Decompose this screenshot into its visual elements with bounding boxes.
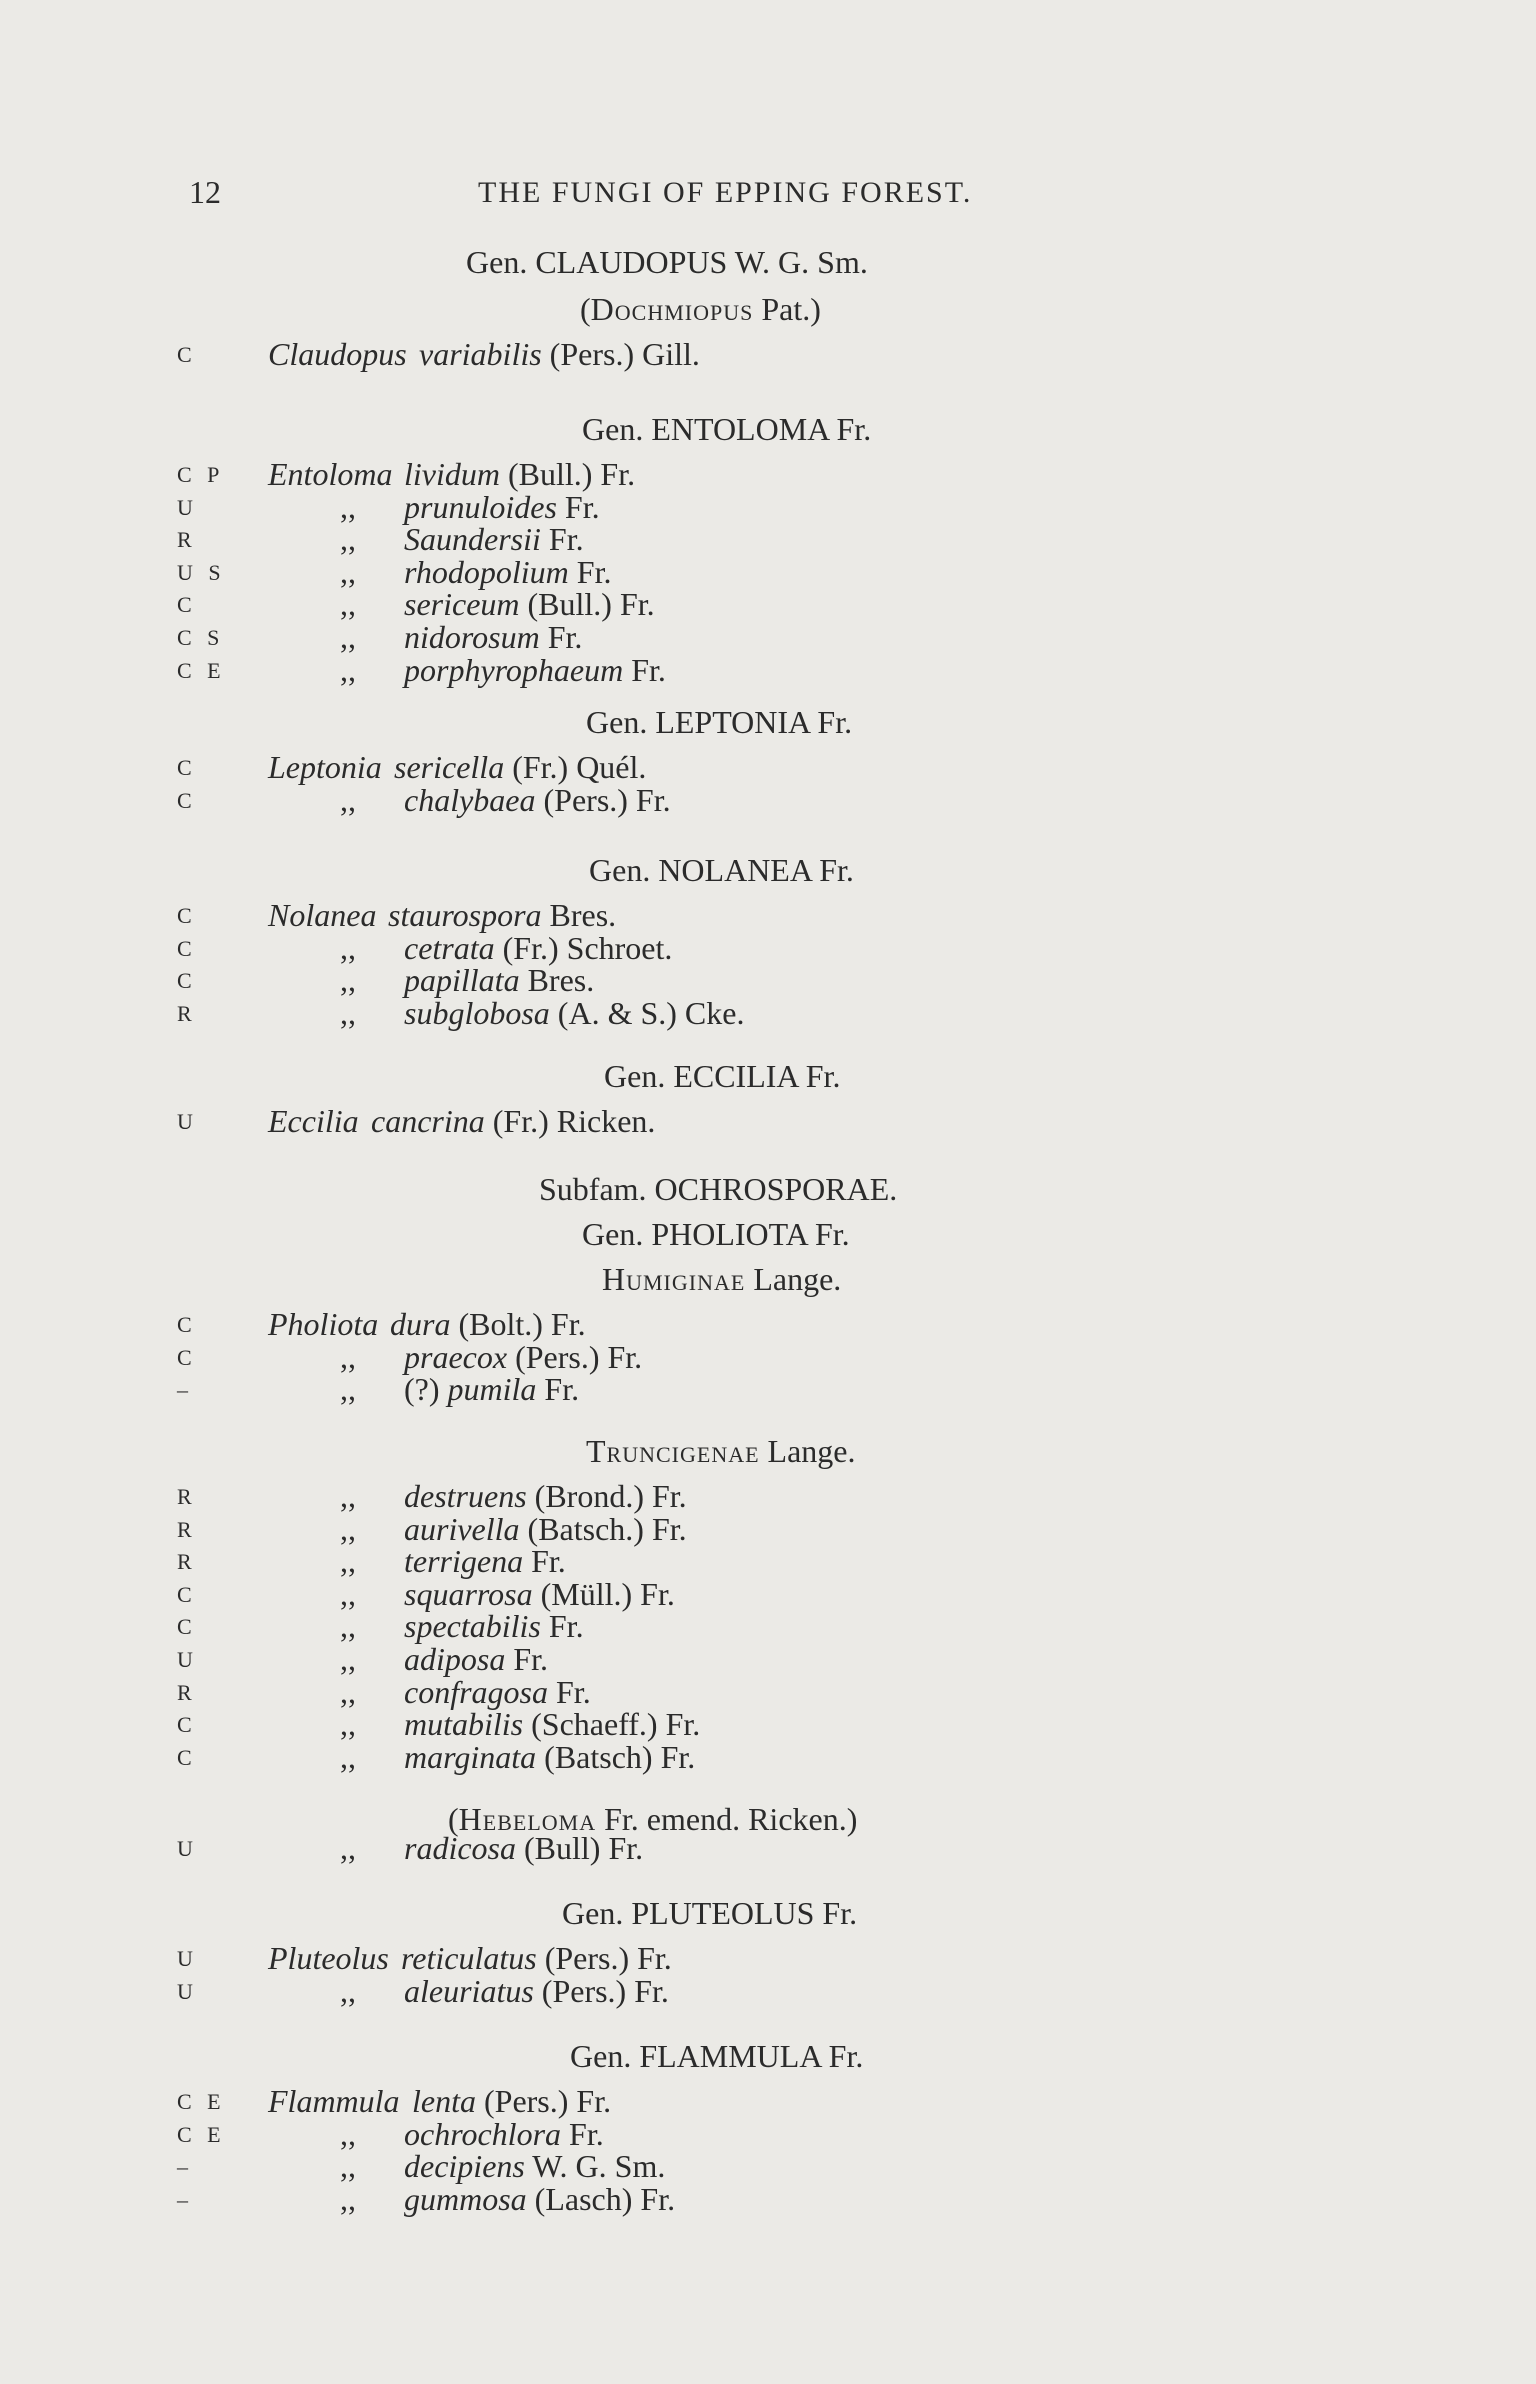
species-authority: (Pers.) Fr. (535, 781, 671, 818)
species-name: rhodopolium (404, 553, 569, 590)
species-entry (0, 1103, 1536, 1137)
abundance-code: C (177, 968, 197, 994)
species-epithet (404, 586, 655, 623)
species-authority: Fr. (548, 1673, 591, 1710)
ditto-mark: ,, (340, 1706, 356, 1743)
species-epithet (404, 1674, 591, 1711)
synonym-dochmiopus (580, 291, 821, 328)
species-entry (0, 1608, 1536, 1645)
species-epithet (401, 1940, 672, 1977)
species-authority: (Müll.) Fr. (532, 1575, 675, 1612)
species-epithet (404, 652, 666, 689)
abundance-code: C (177, 755, 197, 780)
species-epithet (404, 554, 611, 591)
species-epithet (404, 1339, 642, 1376)
species-epithet (404, 1608, 584, 1645)
abundance-code: C E (177, 2089, 226, 2114)
species-epithet (404, 2148, 665, 2185)
species-epithet (388, 897, 616, 934)
species-name: radicosa (404, 1830, 516, 1866)
species-name: reticulatus (401, 1940, 537, 1976)
species-authority: Fr. (568, 553, 612, 590)
genus-name: Pluteolus (268, 1940, 389, 1976)
species-authority: (Bull.) Fr. (519, 586, 655, 623)
abundance-code: – (177, 1377, 193, 1403)
genus-heading-leptonia: Gen. LEPTONIA Fr. (586, 704, 853, 740)
species-name: staurospora (388, 897, 542, 933)
species-name: dura (390, 1306, 451, 1342)
species-authority: (Pers.) Fr. (536, 1940, 672, 1976)
species-name: pumila (447, 1371, 537, 1408)
abundance-code: C (177, 935, 197, 961)
page-number: 12 (189, 174, 221, 210)
species-name: cancrina (371, 1103, 485, 1139)
ditto-mark: ,, (340, 1830, 356, 1866)
species-authority: Fr. (536, 1371, 580, 1408)
species-entry (0, 1641, 1536, 1675)
species-entry (0, 1674, 1536, 1708)
species-authority: (Schaeff.) Fr. (523, 1706, 701, 1743)
species-epithet (404, 489, 600, 526)
species-epithet (404, 1543, 566, 1580)
species-entry (0, 1706, 1536, 1743)
species-authority: (Fr.) Quél. (504, 749, 647, 785)
species-name: sericella (394, 749, 505, 785)
species-name: papillata (404, 962, 520, 999)
species-authority: Bres. (541, 897, 617, 933)
species-name: subglobosa (404, 994, 550, 1031)
species-epithet (404, 1576, 675, 1613)
species-epithet (404, 995, 744, 1032)
abundance-code: C (177, 787, 197, 813)
abundance-code: – (177, 2154, 193, 2180)
species-name: porphyrophaeum (404, 651, 624, 688)
ditto-mark: ,, (340, 994, 356, 1031)
species-name: aleuriatus (404, 1972, 534, 2009)
species-entry (0, 521, 1536, 558)
running-title: THE FUNGI OF EPPING FOREST. (478, 176, 973, 209)
species-authority: (Pers.) Gill. (541, 336, 700, 372)
species-entry (0, 2148, 1536, 2185)
ditto-mark: ,, (340, 651, 356, 688)
genus-name: Entoloma (268, 456, 393, 492)
species-authority: Bres. (519, 962, 595, 999)
species-name: variabilis (419, 336, 542, 372)
abundance-code: C (177, 1312, 197, 1337)
abundance-code: R (177, 1000, 197, 1026)
species-name: sericeum (404, 586, 520, 623)
species-entry (0, 1940, 1536, 1974)
genus-heading-entoloma: Gen. ENTOLOMA Fr. (582, 411, 872, 447)
species-authority: Fr. (523, 1543, 566, 1580)
species-entry (0, 2116, 1536, 2150)
abundance-code: U (177, 1109, 198, 1134)
species-name: spectabilis (404, 1608, 541, 1645)
species-name: adiposa (404, 1641, 506, 1677)
species-epithet (404, 1830, 643, 1867)
abundance-code: C (177, 592, 197, 618)
ditto-mark: ,, (340, 1510, 356, 1547)
ditto-mark: ,, (340, 1641, 356, 1677)
section-author: Lange. (745, 1261, 842, 1297)
species-authority: W. G. Sm. (524, 2148, 666, 2185)
abundance-code: C (177, 1581, 197, 1607)
species-entry (0, 897, 1536, 931)
abundance-code: U (177, 494, 198, 520)
abundance-code: R (177, 1549, 197, 1575)
species-name: destruens (404, 1478, 527, 1514)
ditto-mark: ,, (340, 1972, 356, 2009)
species-entry (0, 1543, 1536, 1580)
species-entry (0, 456, 1536, 490)
species-authority: (Batsch) Fr. (536, 1738, 696, 1775)
abundance-code: U (177, 1836, 198, 1861)
abundance-code: C (177, 1344, 197, 1370)
section-heading-humiginae (602, 1261, 841, 1298)
abundance-code: C (177, 903, 197, 928)
species-entry (0, 1511, 1536, 1545)
species-authority: Fr. (539, 619, 583, 655)
species-name: lividum (404, 456, 500, 492)
ditto-mark: ,, (340, 962, 356, 999)
genus-name: Nolanea (268, 897, 377, 933)
species-authority: (Lasch) Fr. (526, 2180, 676, 2217)
species-entry (0, 652, 1536, 686)
ditto-mark: ,, (340, 781, 356, 818)
synonym-author: Pat.) (753, 291, 821, 327)
species-entry (0, 962, 1536, 999)
species-name: Saundersii (404, 521, 541, 558)
species-authority: Fr. (561, 2115, 604, 2152)
species-entry (0, 2083, 1536, 2117)
genus-name: Claudopus (268, 336, 407, 372)
species-epithet (404, 1371, 579, 1408)
species-epithet (419, 336, 700, 373)
species-entry (0, 1973, 1536, 2007)
species-epithet (404, 962, 594, 999)
synonym-name: Dochmiopus (590, 291, 754, 327)
species-entry (0, 586, 1536, 623)
uncertain-prefix: (?) (404, 1371, 448, 1408)
species-entry (0, 336, 1536, 370)
species-authority: (Fr.) Schroet. (494, 929, 673, 966)
abundance-code: C (177, 1614, 197, 1640)
ditto-mark: ,, (340, 1738, 356, 1775)
ditto-mark: ,, (340, 2180, 356, 2217)
ditto-mark: ,, (340, 488, 356, 525)
species-name: terrigena (404, 1543, 524, 1580)
ditto-mark: ,, (340, 1608, 356, 1645)
species-name: mutabilis (404, 1706, 524, 1743)
species-name: ochrochlora (404, 2115, 562, 2152)
section-name: Humiginae (602, 1261, 746, 1297)
genus-heading-pholiota: Gen. PHOLIOTA Fr. (582, 1216, 850, 1252)
ditto-mark: ,, (340, 2148, 356, 2185)
species-epithet (404, 1478, 687, 1515)
section-open: ( (448, 1801, 459, 1837)
abundance-code: C (177, 1744, 197, 1770)
species-epithet (394, 749, 646, 786)
species-authority: Fr. (505, 1641, 549, 1677)
species-authority: (Brond.) Fr. (526, 1478, 687, 1514)
species-name: gummosa (404, 2180, 527, 2217)
species-entry (0, 489, 1536, 523)
abundance-code: R (177, 1484, 197, 1509)
species-epithet (404, 619, 582, 656)
abundance-code: U (177, 1647, 198, 1672)
species-entry (0, 1371, 1536, 1408)
subfamily-heading-ochrosporae: Subfam. OCHROSPORAE. (539, 1171, 898, 1207)
abundance-code: U S (177, 559, 226, 585)
abundance-code: – (177, 2186, 193, 2212)
section-heading-truncigenae (586, 1433, 856, 1470)
ditto-mark: ,, (340, 553, 356, 590)
species-authority: Fr. (540, 521, 584, 558)
ditto-mark: ,, (340, 1371, 356, 1408)
species-authority: (A. & S.) Cke. (549, 994, 745, 1031)
species-name: nidorosum (404, 619, 540, 655)
species-authority: (Pers.) Fr. (507, 1338, 643, 1375)
ditto-mark: ,, (340, 586, 356, 623)
genus-heading-pluteolus: Gen. PLUTEOLUS Fr. (562, 1895, 858, 1931)
ditto-mark: ,, (340, 1673, 356, 1710)
species-epithet (404, 1706, 700, 1743)
genus-name: Flammula (268, 2083, 400, 2119)
species-name: cetrata (404, 929, 495, 966)
abundance-code: C P (177, 462, 225, 487)
species-epithet (404, 782, 671, 819)
abundance-code: R (177, 527, 197, 553)
abundance-code: R (177, 1516, 197, 1542)
species-epithet (404, 456, 635, 493)
species-entry (0, 1478, 1536, 1512)
genus-heading-claudopus: Gen. CLAUDOPUS W. G. Sm. (466, 244, 868, 280)
species-entry (0, 554, 1536, 588)
ditto-mark: ,, (340, 619, 356, 655)
ditto-mark: ,, (340, 1478, 356, 1514)
species-name: confragosa (404, 1673, 548, 1710)
genus-name: Pholiota (268, 1306, 379, 1342)
species-authority: (Fr.) Ricken. (484, 1103, 656, 1139)
species-epithet (404, 930, 672, 967)
abundance-code: U (177, 1978, 198, 2004)
species-epithet (404, 521, 584, 558)
section-author: Lange. (759, 1433, 856, 1469)
genus-heading-nolanea: Gen. NOLANEA Fr. (589, 852, 854, 888)
species-name: prunuloides (404, 488, 557, 525)
species-authority: (Bull.) Fr. (499, 456, 636, 492)
ditto-mark: ,, (340, 1338, 356, 1375)
abundance-code: C E (177, 657, 226, 683)
ditto-mark: ,, (340, 521, 356, 558)
species-epithet (371, 1103, 655, 1140)
abundance-code: U (177, 1946, 198, 1971)
species-entry (0, 930, 1536, 964)
species-authority: (Pers.) Fr. (533, 1972, 669, 2009)
species-epithet (404, 1511, 687, 1548)
species-name: decipiens (404, 2148, 525, 2185)
species-epithet (412, 2083, 611, 2120)
species-epithet (404, 1973, 669, 2010)
genus-name: Eccilia (268, 1103, 359, 1139)
ditto-mark: ,, (340, 929, 356, 966)
species-epithet (404, 2116, 604, 2153)
species-name: lenta (412, 2083, 476, 2119)
species-entry (0, 782, 1536, 816)
species-epithet (390, 1306, 586, 1343)
species-authority: (Pers.) Fr. (475, 2083, 612, 2119)
species-entry (0, 2181, 1536, 2215)
genus-heading-flammula: Gen. FLAMMULA Fr. (570, 2038, 864, 2074)
species-name: chalybaea (404, 781, 536, 818)
species-entry (0, 1576, 1536, 1610)
species-authority: (Batsch.) Fr. (519, 1510, 687, 1547)
ditto-mark: ,, (340, 1575, 356, 1612)
species-name: marginata (404, 1738, 537, 1775)
species-entry (0, 1739, 1536, 1773)
species-entry (0, 1306, 1536, 1340)
species-entry (0, 995, 1536, 1029)
species-entry (0, 619, 1536, 653)
section-author: Fr. emend. Ricken.) (596, 1801, 858, 1837)
abundance-code: C (177, 342, 197, 367)
abundance-code: C S (177, 625, 225, 650)
species-epithet (404, 1739, 695, 1776)
abundance-code: R (177, 1679, 197, 1705)
section-name: Truncigenae (586, 1433, 760, 1469)
synonym-open: ( (580, 291, 591, 327)
species-authority: Fr. (623, 651, 666, 688)
genus-heading-eccilia: Gen. ECCILIA Fr. (604, 1058, 841, 1094)
ditto-mark: ,, (340, 2115, 356, 2152)
genus-name: Leptonia (268, 749, 382, 785)
species-name: squarrosa (404, 1575, 533, 1612)
species-name: aurivella (404, 1510, 520, 1547)
ditto-mark: ,, (340, 1543, 356, 1580)
species-epithet (404, 1641, 548, 1678)
abundance-code: C E (177, 2121, 226, 2147)
abundance-code: C (177, 1712, 197, 1738)
species-name: praecox (404, 1338, 508, 1375)
species-authority: (Bolt.) Fr. (450, 1306, 586, 1342)
section-name: Hebeloma (458, 1801, 597, 1837)
species-epithet (404, 2181, 675, 2218)
species-entry (0, 1830, 1536, 1864)
species-entry (0, 749, 1536, 783)
species-authority: Fr. (556, 488, 600, 525)
species-authority: Fr. (540, 1608, 584, 1645)
species-entry (0, 1339, 1536, 1373)
species-authority: (Bull) Fr. (516, 1830, 644, 1866)
